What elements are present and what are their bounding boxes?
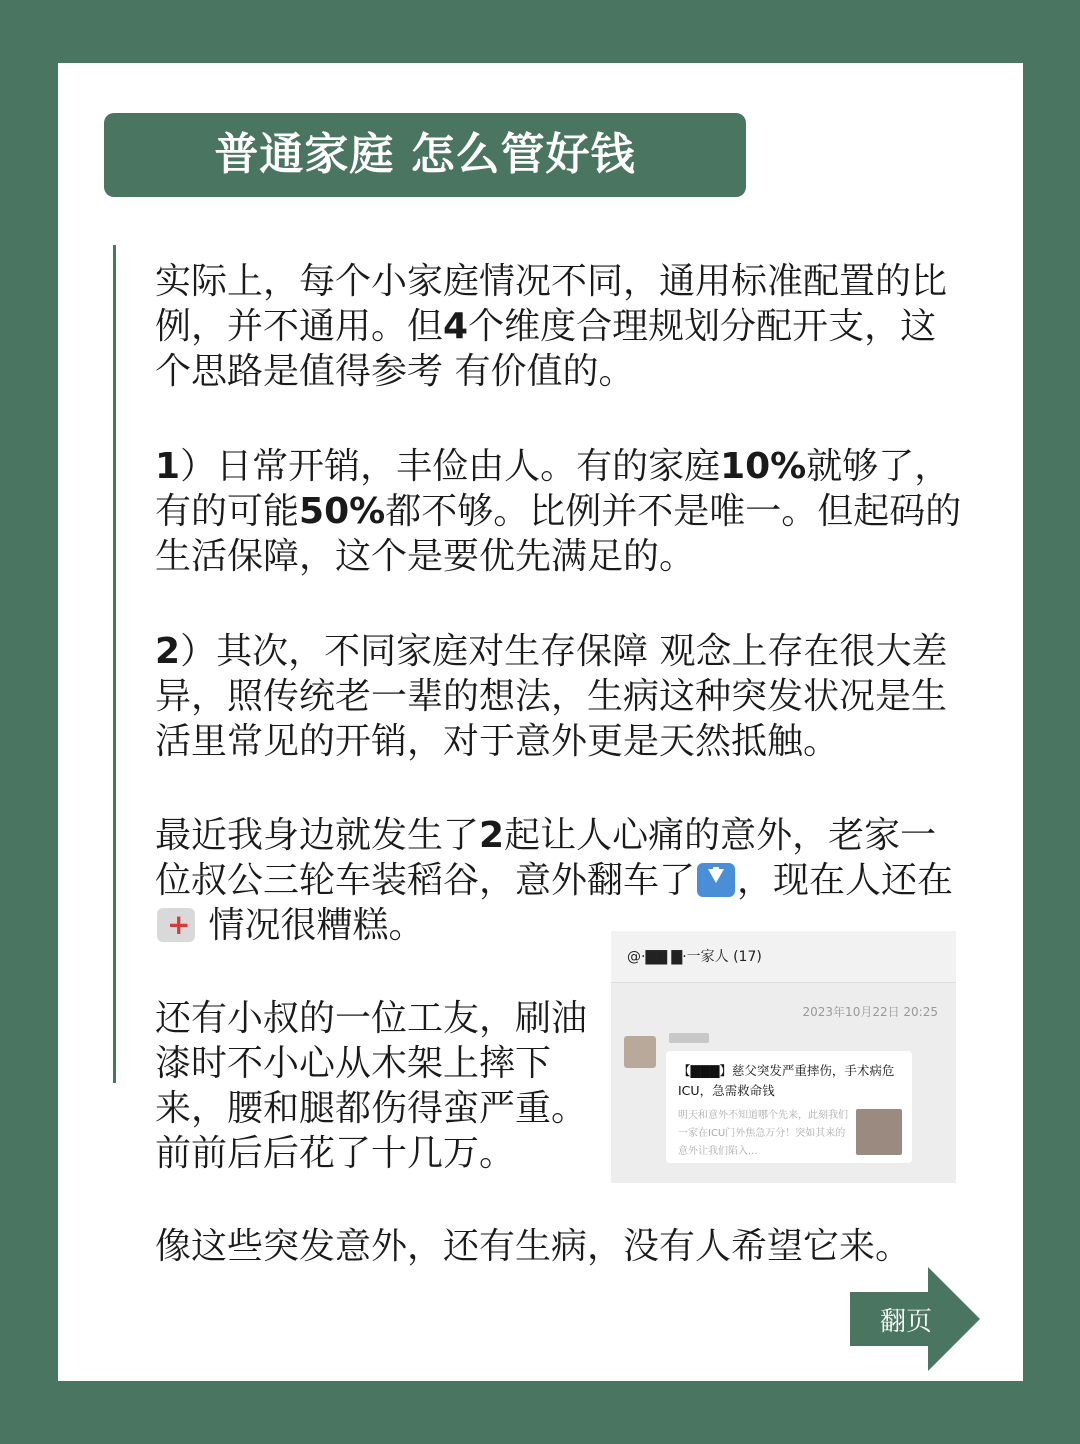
- paragraph-recent-accidents: 最近我身边就发生了2起让人心痛的意外，老家一位叔公三轮车装稻谷，意外翻车了 ，现在人还在+ 情况很糟糕。: [155, 813, 965, 948]
- chat-screenshot: [611, 931, 956, 1183]
- link-card-title: 【▇▇▇】慈父突发严重摔伤，手术病危ICU，急需救命钱: [678, 1063, 895, 1098]
- paragraph-intro: 实际上，每个小家庭情况不同，通用标准配置的比例，并不通用。但4个维度合理规划分配开支，这个思路是值得参考 有价值的。: [155, 261, 948, 392]
- content-card: [58, 63, 1023, 1381]
- link-card-description: 明天和意外不知道哪个先来，此刻我们一家在ICU门外焦急万分！突如其来的意外让我们陷入...: [678, 1110, 848, 1157]
- hospital-icon: [157, 908, 195, 942]
- left-accent-line: [113, 245, 116, 1083]
- paragraph-coworker-accident: 还有小叔的一位工友，刷油漆时不小心从木架上摔下来，腰和腿都伤得蛮严重。前前后后花了十几万。: [155, 998, 588, 1174]
- page-title: 普通家庭 怎么管好钱: [104, 113, 746, 197]
- chat-sender-name: [669, 1033, 709, 1043]
- chat-link-card: [666, 1051, 912, 1163]
- chat-timestamp: 2023年10月22日 20:25: [802, 1005, 938, 1019]
- next-page-label: 翻页: [879, 1307, 932, 1337]
- next-page-button[interactable]: [850, 1267, 982, 1371]
- avatar: [624, 1036, 656, 1068]
- down-arrow-icon: [697, 863, 735, 897]
- paragraph-survival-protection: 2）其次，不同家庭对生存保障 观念上存在很大差异，照传统老一辈的想法，生病这种突发状况是生活里常见的开销，对于意外更是天然抵触。: [155, 631, 948, 762]
- link-card-thumbnail: [856, 1109, 902, 1155]
- paragraph-conclusion: 像这些突发意外，还有生病，没有人希望它来。: [155, 1226, 912, 1267]
- chat-group-name: @·▇▇ ▇·一家人 (17): [611, 931, 956, 983]
- paragraph-daily-expenses: 1）日常开销，丰俭由人。有的家庭10%就够了，有的可能50%都不够。比例并不是唯一。但起码的生活保障，这个是要优先满足的。: [155, 446, 962, 577]
